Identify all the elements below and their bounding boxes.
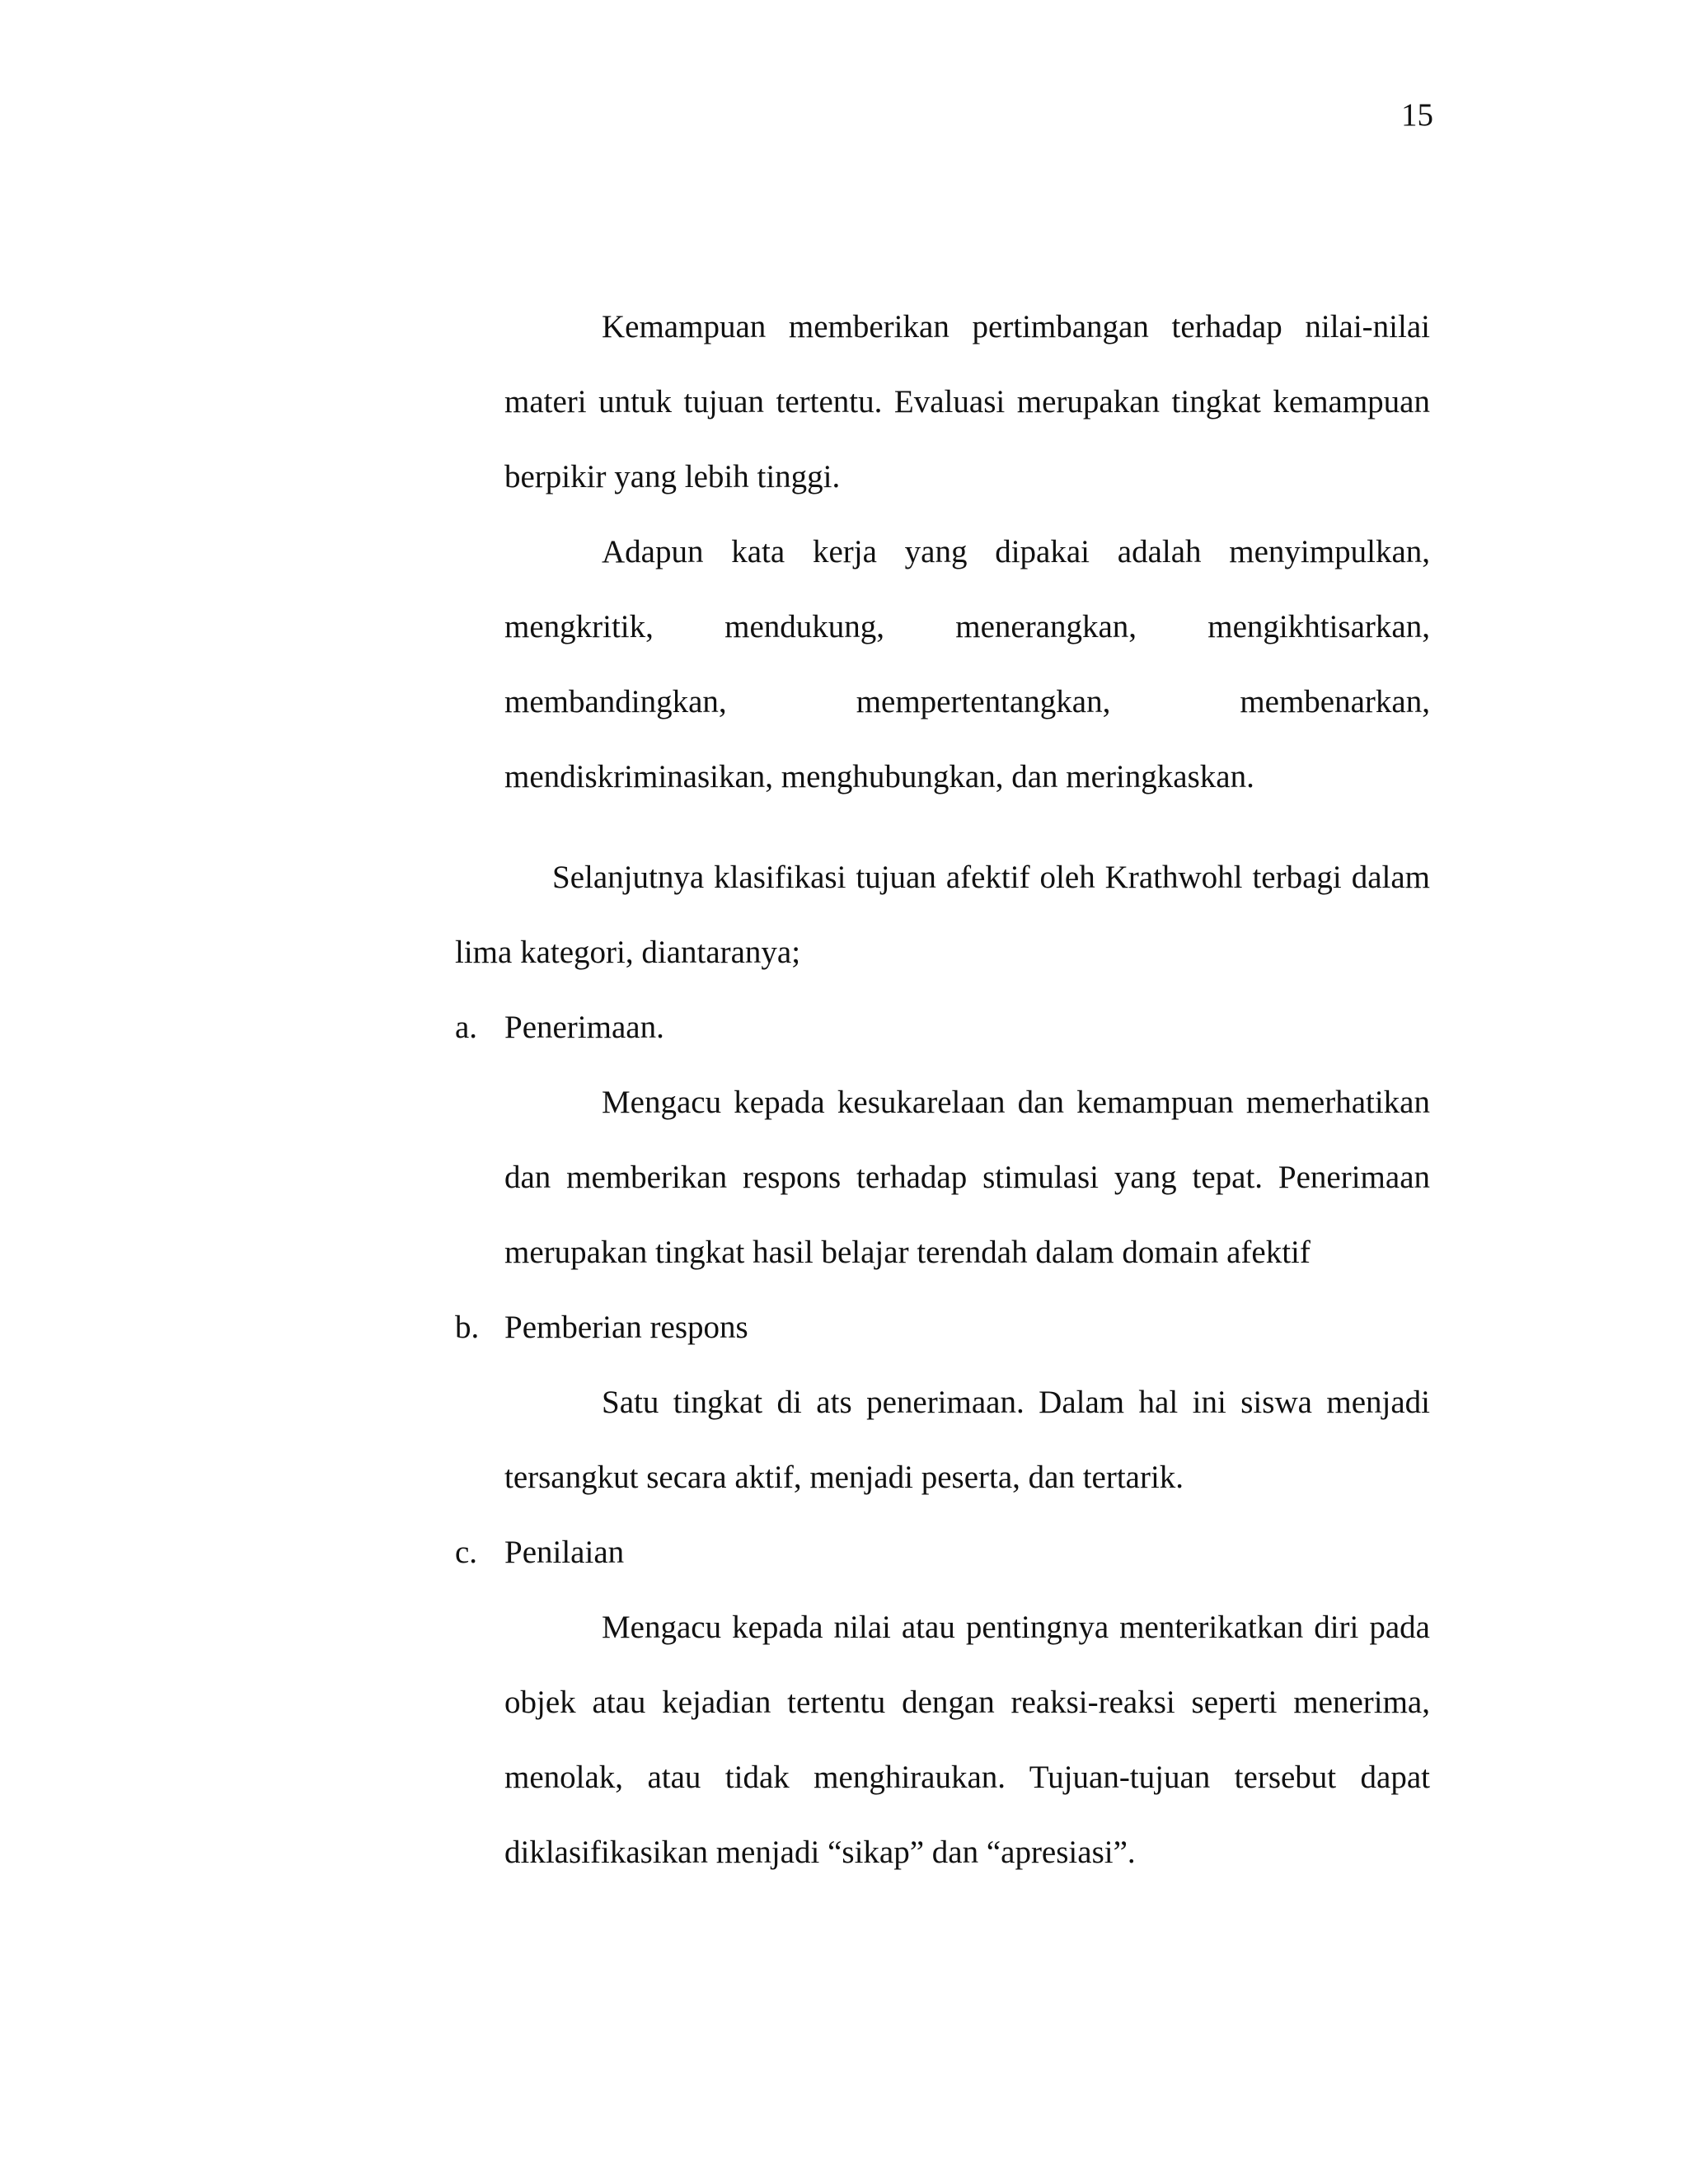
list-item-title: Penerimaan. xyxy=(504,1010,664,1045)
list-item-title: Penilaian xyxy=(504,1535,625,1570)
paragraph-line-text: Adapun kata kerja yang dipakai adalah menyimpulkan, xyxy=(602,534,1430,569)
paragraph-line-text: menolak, atau tidak menghiraukan. Tujuan-tujuan tersebut dapat xyxy=(504,1760,1430,1795)
paragraph-line: berpikir yang lebih tinggi. xyxy=(504,459,841,494)
paragraph-line xyxy=(602,1607,1430,1648)
word: mengikhtisarkan, xyxy=(1207,609,1430,644)
paragraph-line: merupakan tingkat hasil belajar terendah dalam domain afektif xyxy=(504,1235,1311,1270)
paragraph-line xyxy=(552,857,1430,898)
paragraph-line xyxy=(504,607,1430,648)
paragraph-line-text: Mengacu kepada kesukarelaan dan kemampuan memerhatikan xyxy=(602,1085,1430,1120)
paragraph-line xyxy=(504,1157,1430,1198)
paragraph-line xyxy=(504,382,1430,423)
word: membandingkan, xyxy=(504,684,727,719)
word: mendukung, xyxy=(724,609,885,644)
word: mengkritik, xyxy=(504,609,654,644)
paragraph-line xyxy=(602,1082,1430,1123)
paragraph-line-text: Satu tingkat di ats penerimaan. Dalam hal ini siswa menjadi xyxy=(602,1385,1430,1420)
paragraph-line-text: Selanjutnya klasifikasi tujuan afektif oleh Krathwohl terbagi dalam xyxy=(552,860,1430,895)
page-number: 15 xyxy=(1401,97,1433,133)
paragraph-line xyxy=(504,1757,1430,1798)
paragraph-line xyxy=(602,532,1430,573)
paragraph-line-text: dan memberikan respons terhadap stimulasi yang tepat. Penerimaan xyxy=(504,1160,1430,1195)
list-item-title: Pemberian respons xyxy=(504,1310,748,1345)
paragraph-line-text: objek atau kejadian tertentu dengan reaksi-reaksi seperti menerima, xyxy=(504,1685,1430,1720)
paragraph-line: diklasifikasikan menjadi “sikap” dan “apresiasi”. xyxy=(504,1835,1136,1870)
paragraph-line-text: Kemampuan memberikan pertimbangan terhadap nilai-nilai xyxy=(602,309,1430,344)
word: mempertentangkan, xyxy=(856,684,1111,719)
paragraph-line-text: Mengacu kepada nilai atau pentingnya menterikatkan diri pada xyxy=(602,1610,1430,1645)
paragraph-line xyxy=(504,1682,1430,1723)
paragraph-line xyxy=(602,1382,1430,1423)
list-marker: b. xyxy=(455,1310,480,1345)
list-marker: a. xyxy=(455,1010,478,1045)
list-marker: c. xyxy=(455,1535,478,1570)
paragraph-line-text: materi untuk tujuan tertentu. Evaluasi merupakan tingkat kemampuan xyxy=(504,384,1430,419)
paragraph-line xyxy=(602,307,1430,348)
paragraph-line: tersangkut secara aktif, menjadi peserta, dan tertarik. xyxy=(504,1460,1184,1495)
word: menerangkan, xyxy=(955,609,1137,644)
paragraph-line: lima kategori, diantaranya; xyxy=(455,935,801,970)
word: membenarkan, xyxy=(1240,684,1430,719)
paragraph-line xyxy=(504,682,1430,723)
paragraph-line: mendiskriminasikan, menghubungkan, dan meringkaskan. xyxy=(504,759,1254,794)
